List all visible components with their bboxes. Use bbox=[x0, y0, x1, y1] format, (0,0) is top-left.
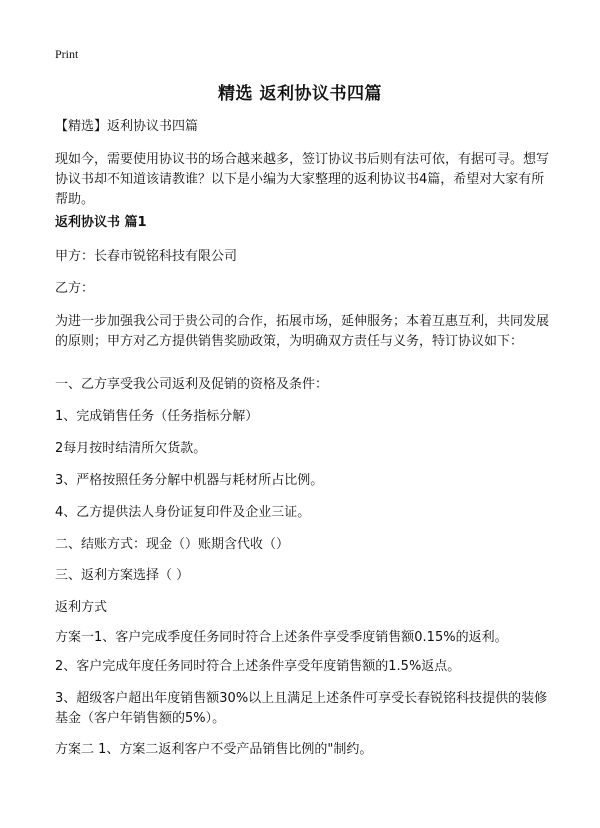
plan-1-item-1: 方案一1、客户完成季度任务同时符合上述条件享受季度销售额0.15%的返利。 bbox=[55, 630, 508, 645]
plan-1-item-2: 2、客户完成年度任务同时符合上述条件享受年度销售额的1.5%返点。 bbox=[55, 659, 461, 674]
print-label[interactable]: Print bbox=[55, 47, 79, 61]
plan-1-item-3: 3、超级客户超出年度销售额30%以上且满足上述条件可享受长春锐铭科技提供的装修基金（客户年销售额的5%）。 bbox=[55, 691, 548, 726]
clause-1-item-2: 2每月按时结清所欠货款。 bbox=[55, 441, 207, 456]
clause-1-item-3: 3、严格按照任务分解中机器与耗材所占比例。 bbox=[55, 473, 324, 488]
clause-1-item-1: 1、完成销售任务（任务指标分解） bbox=[55, 409, 259, 424]
clause-1-item-4: 4、乙方提供法人身份证复印件及企业三证。 bbox=[55, 505, 311, 520]
clause-1: 一、乙方享受我公司返利及促销的资格及条件： bbox=[55, 377, 329, 392]
clause-2: 二、结账方式：现金（）账期含代收（） bbox=[55, 537, 290, 552]
purpose-paragraph: 为进一步加强我公司于贵公司的合作，拓展市场，延伸服务；本着互惠互利，共同发展的原则；甲方对乙方提供销售奖励政策，为明确双方责任与义务，特订协议如下： bbox=[55, 314, 550, 349]
party-a: 甲方：长春市锐铭科技有限公司 bbox=[55, 249, 238, 264]
rebate-method: 返利方式 bbox=[55, 600, 108, 615]
section-heading: 返利协议书 篇1 bbox=[55, 215, 147, 230]
intro-paragraph: 现如今，需要使用协议书的场合越来越多，签订协议书后则有法可依，有据可寻。想写协议书却不知道该请教谁？以下是小编为大家整理的返利协议书4篇，希望对大家有所帮助。 bbox=[55, 152, 550, 207]
plan-2-item-1: 方案二 1、方案二返利客户不受产品销售比例的"制约。 bbox=[55, 742, 373, 757]
party-b: 乙方： bbox=[55, 281, 95, 296]
document-title: 精选 返利协议书四篇 bbox=[218, 84, 382, 104]
clause-3: 三、返利方案选择（ ） bbox=[55, 568, 190, 583]
document-subtitle: 【精选】返利协议书四篇 bbox=[55, 119, 199, 134]
